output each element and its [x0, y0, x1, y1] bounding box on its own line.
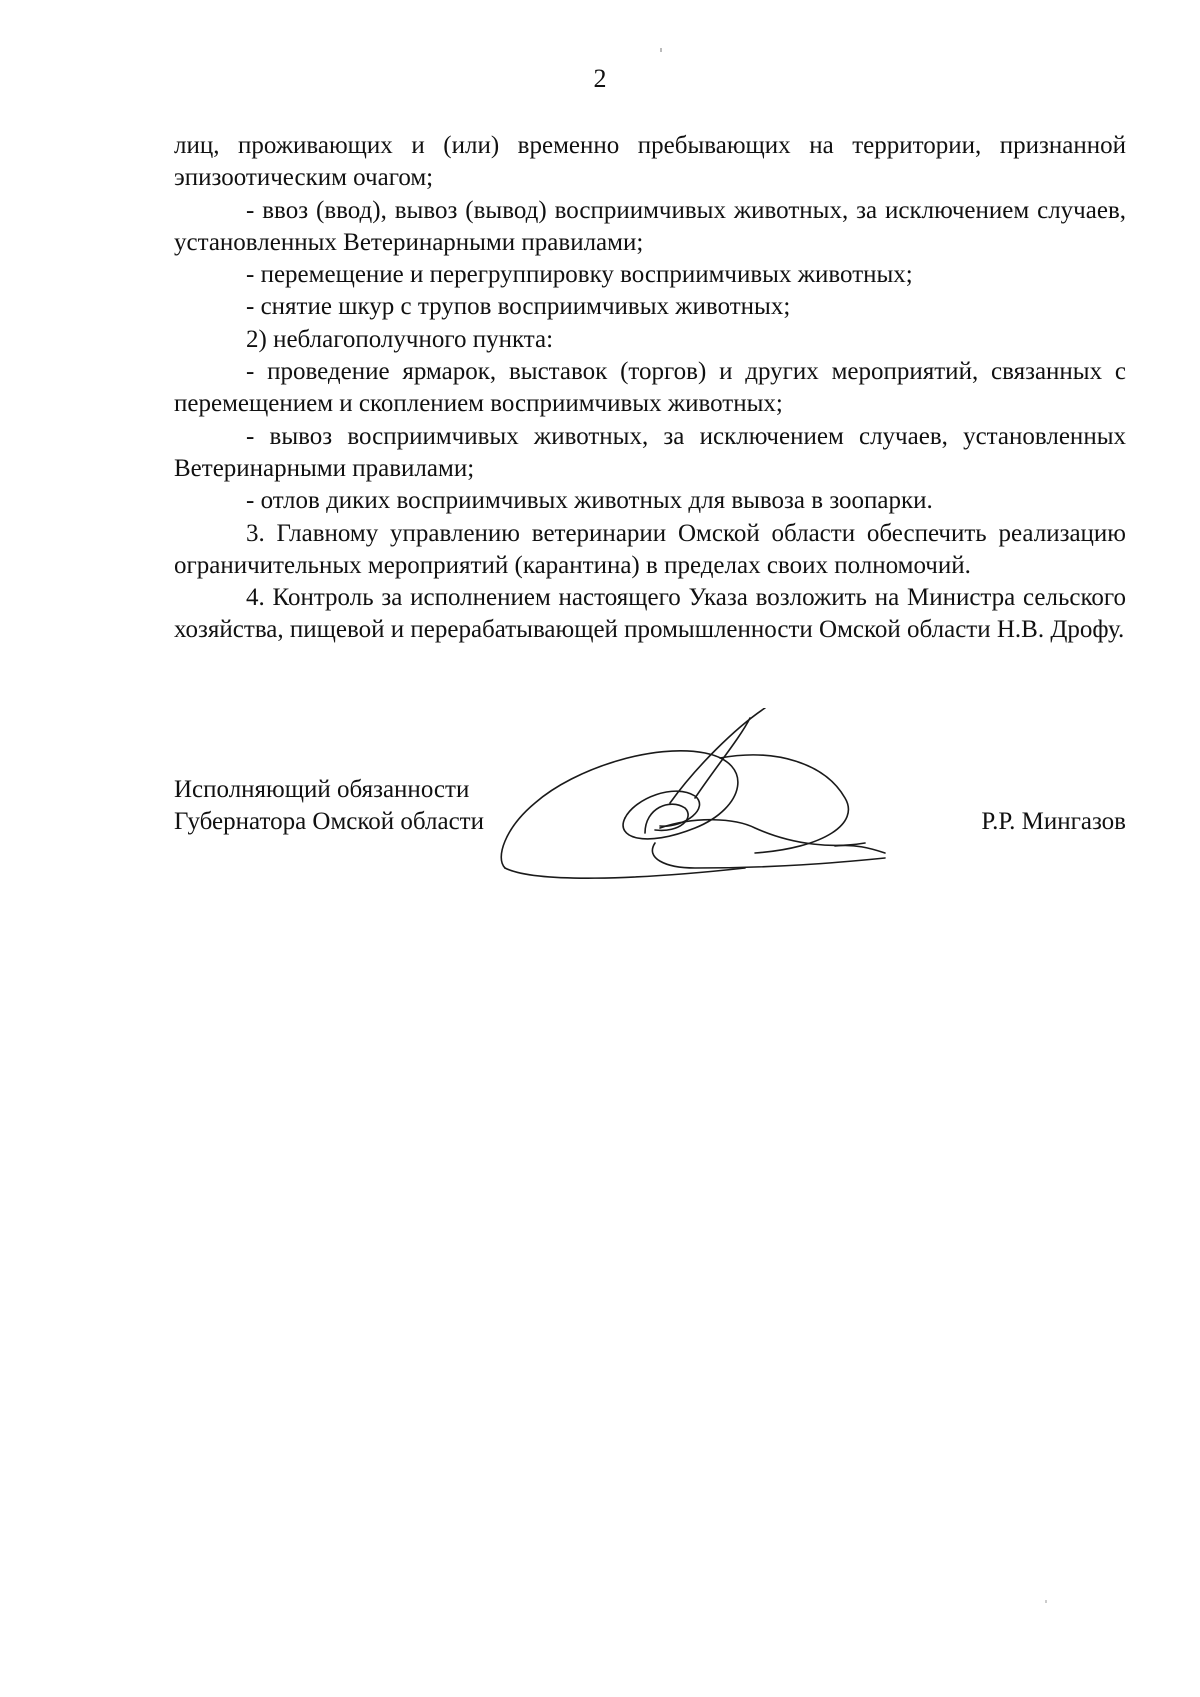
signatory-name: Р.Р. Мингазов	[981, 808, 1126, 836]
list-item-regrouping: - перемещение и перегруппировку восприимчивых животных;	[246, 261, 913, 289]
scan-mark	[1045, 1600, 1047, 1603]
list-item-import-export: - ввоз (ввод), вывоз (вывод) восприимчивых животных, за исключением случаев, установленных Ветеринарными правилами;	[174, 196, 1126, 256]
list-item-fairs: - проведение ярмарок, выставок (торгов) и других мероприятий, связанных с перемещением и скоплением восприимчивых животных;	[174, 358, 1126, 418]
paragraph-continuation: лиц, проживающих и (или) временно пребывающих на территории, признанной эпизоотическим очагом;	[174, 132, 1126, 192]
scan-mark	[660, 48, 662, 52]
document-body	[174, 130, 1126, 647]
list-item-export-animals: - вывоз восприимчивых животных, за исключением случаев, установленных Ветеринарными правилами;	[174, 422, 1126, 482]
signatory-position-line-1: Исполняющий обязанности	[174, 776, 470, 803]
clause-3: 3. Главному управлению ветеринарии Омской области обеспечить реализацию ограничительных мероприятий (карантина) в пределах своих полномочий.	[174, 519, 1126, 579]
page-number: 2	[593, 64, 607, 93]
list-item-unfavorable-point: 2) неблагополучного пункта:	[246, 325, 554, 353]
handwritten-signature-icon	[495, 708, 965, 888]
clause-4: 4. Контроль за исполнением настоящего Указа возложить на Министра сельского хозяйства, пищевой и перерабатывающей промышленности Омской области Н.В. Дрофу.	[174, 584, 1126, 644]
list-item-skinning: - снятие шкур с трупов восприимчивых животных;	[246, 293, 791, 321]
list-item-trapping: - отлов диких восприимчивых животных для вывоза в зоопарки.	[246, 487, 933, 515]
signatory-position-line-2: Губернатора Омской области	[174, 808, 484, 836]
